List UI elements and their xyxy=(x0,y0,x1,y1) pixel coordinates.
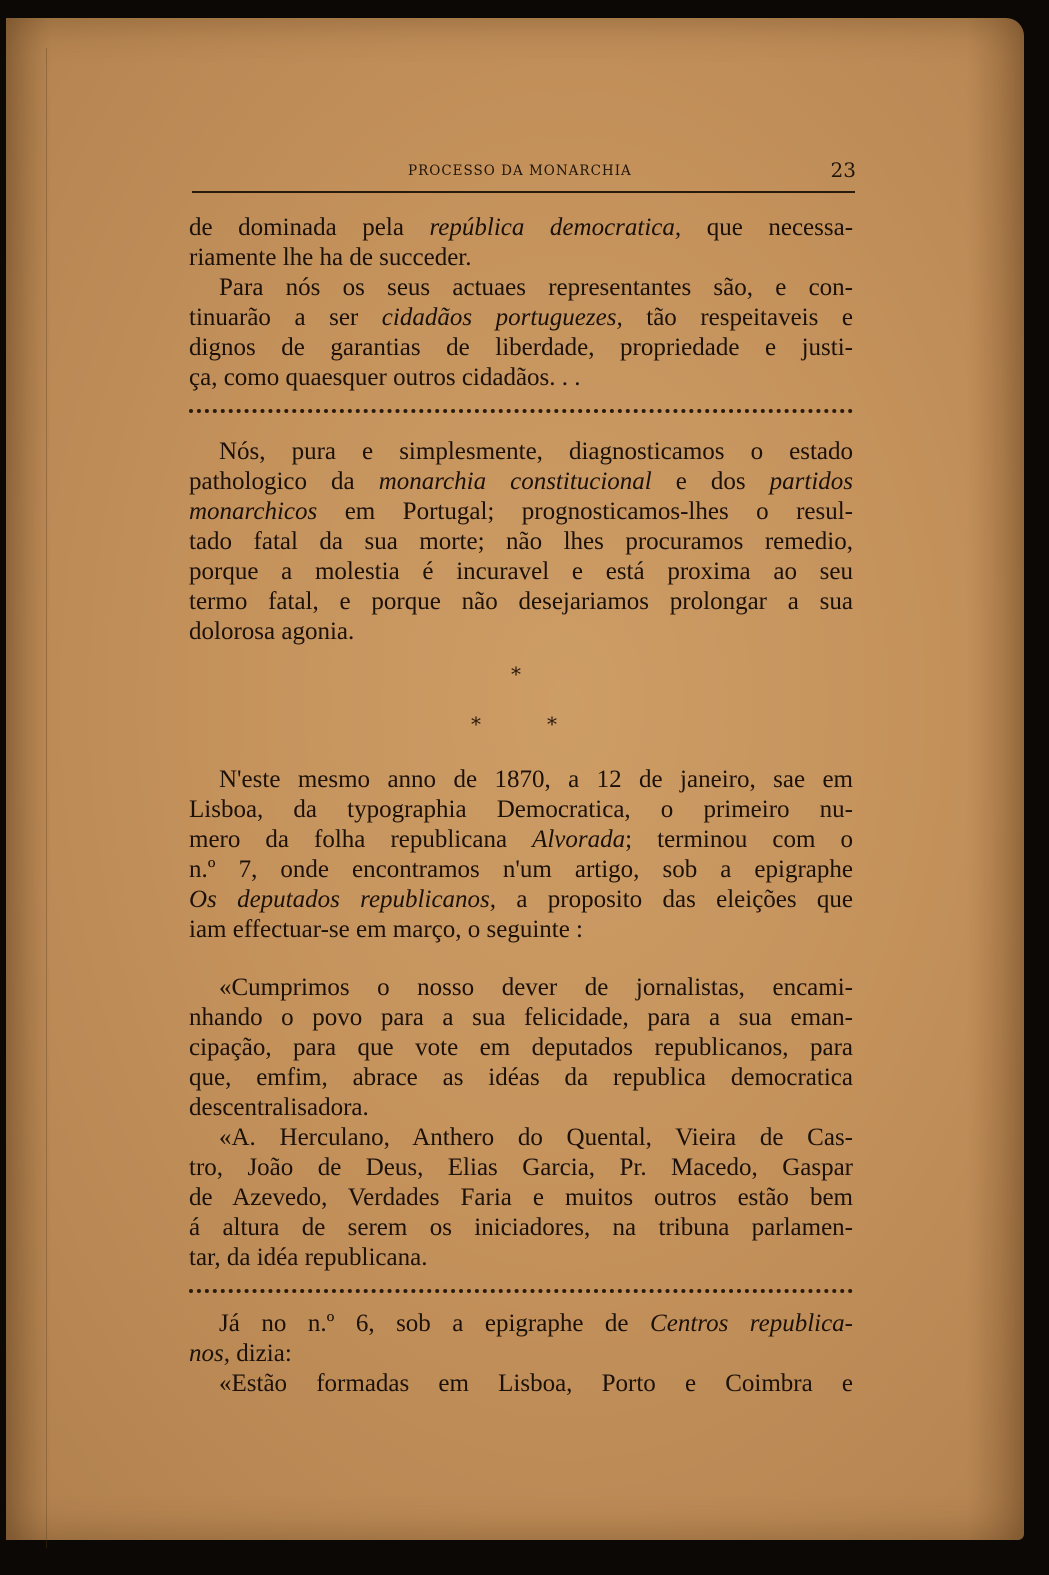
text-line: riamente lhe ha de succeder. xyxy=(189,244,472,271)
text-line: «A. Herculano, Anthero do Quental, Vieira de Cas- xyxy=(219,1124,853,1151)
text-line: de dominada pela república democratica, que necessa- xyxy=(189,214,853,241)
page-fold-line xyxy=(46,48,47,1548)
text-line: tinuarão a ser cidadãos portuguezes, tão respeitaveis e xyxy=(189,304,853,331)
text-line: nos, dizia: xyxy=(189,1340,292,1367)
text-line: ça, como quaesquer outros cidadãos. . . xyxy=(189,364,581,391)
asterism-star: * xyxy=(471,712,481,736)
asterism-star: * xyxy=(547,712,557,736)
ellipsis-row xyxy=(189,393,853,437)
page-number: 23 xyxy=(830,158,856,182)
ellipsis-row xyxy=(189,1273,853,1309)
text-line: nhando o povo para a sua felicidade, para a sua eman- xyxy=(189,1004,853,1031)
text-line: Nós, pura e simplesmente, diagnosticamos o estado xyxy=(219,438,853,465)
asterism xyxy=(189,647,853,765)
text-line: á altura de serem os iniciadores, na tribuna parlamen- xyxy=(189,1214,853,1241)
text-line: «Estão formadas em Lisboa, Porto e Coimbra e xyxy=(219,1370,853,1397)
running-header xyxy=(190,160,856,186)
text-line: descentralisadora. xyxy=(189,1094,369,1121)
text-line: Já no n.º 6, sob a epigraphe de Centros republica- xyxy=(219,1310,853,1337)
dotted-leader xyxy=(189,397,853,413)
text-line: Os deputados republicanos, a proposito das eleições que xyxy=(189,886,853,913)
text-line: N'este mesmo anno de 1870, a 12 de janeiro, sae em xyxy=(219,766,853,793)
asterism-star: * xyxy=(511,662,521,686)
dotted-leader xyxy=(189,1277,853,1293)
text-line: termo fatal, e porque não desejariamos prolongar a sua xyxy=(189,588,853,615)
text-line: dolorosa agonia. xyxy=(189,618,355,645)
paragraph-gap xyxy=(189,945,853,973)
text-line: tro, João de Deus, Elias Garcia, Pr. Macedo, Gaspar xyxy=(189,1154,853,1181)
text-line: Para nós os seus actuaes representantes são, e con- xyxy=(219,274,853,301)
text-line: pathologico da monarchia constitucional e dos partidos xyxy=(189,468,853,495)
running-title: PROCESSO DA MONARCHIA xyxy=(408,163,632,179)
text-line: de Azevedo, Verdades Faria e muitos outros estão bem xyxy=(189,1184,853,1211)
body-text xyxy=(189,213,853,1399)
header-rule xyxy=(192,191,855,193)
text-line: que, emfim, abrace as idéas da republica democratica xyxy=(189,1064,853,1091)
text-line: monarchicos em Portugal; prognosticamos-lhes o resul- xyxy=(189,498,853,525)
text-line: n.º 7, onde encontramos n'um artigo, sob a epigraphe xyxy=(189,856,853,883)
text-line: «Cumprimos o nosso dever de jornalistas, encami- xyxy=(219,974,853,1001)
text-line: tar, da idéa republicana. xyxy=(189,1244,428,1271)
text-line: mero da folha republicana Alvorada; terminou com o xyxy=(189,826,853,853)
text-line: Lisboa, da typographia Democratica, o primeiro nu- xyxy=(189,796,853,823)
text-line: cipação, para que vote em deputados republicanos, para xyxy=(189,1034,853,1061)
text-line: tado fatal da sua morte; não lhes procuramos remedio, xyxy=(189,528,853,555)
text-line: iam effectuar-se em março, o seguinte : xyxy=(189,916,584,943)
text-line: porque a molestia é incuravel e está proxima ao seu xyxy=(189,558,853,585)
text-line: dignos de garantias de liberdade, propriedade e justi- xyxy=(189,334,853,361)
